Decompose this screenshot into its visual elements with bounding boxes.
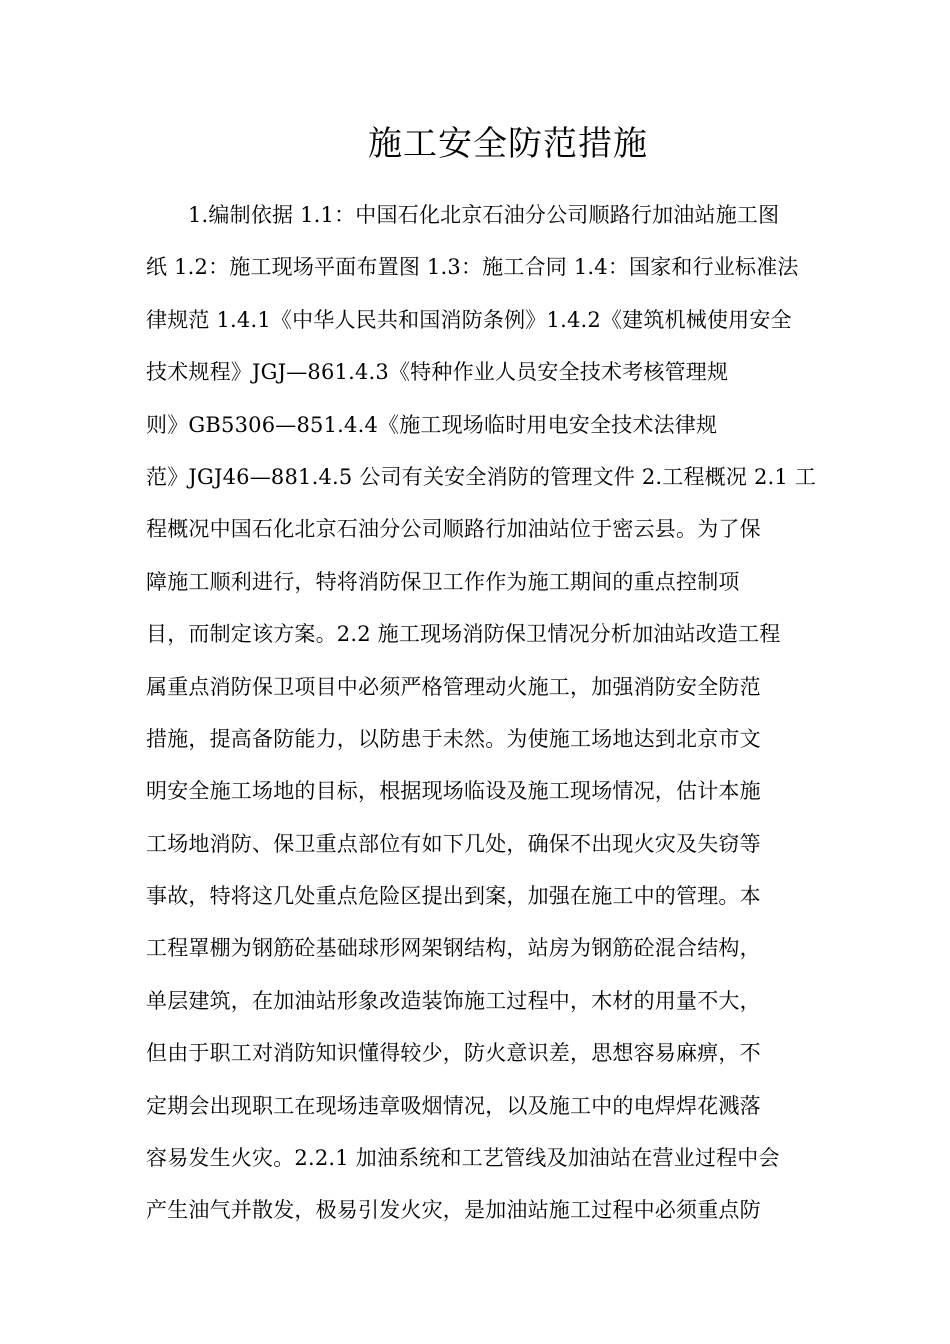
body-line: 律规范 1.4.1《中华人民共和国消防条例》1.4.2《建筑机械使用安全 <box>146 307 792 332</box>
document-body <box>146 189 816 1237</box>
body-line: 目，而制定该方案。2.2 施工现场消防保卫情况分析加油站改造工程 <box>146 622 781 647</box>
body-line: 则》GB5306—851.4.4《施工现场临时用电安全技术法律规 <box>146 412 718 437</box>
body-line: 容易发生火灾。2.2.1 加油系统和工艺管线及加油站在营业过程中会 <box>146 1146 780 1171</box>
document-title: 施工安全防范措施 <box>368 124 648 164</box>
body-line: 单层建筑，在加油站形象改造装饰施工过程中，木材的用量不大， <box>146 988 761 1013</box>
body-line: 纸 1.2：施工现场平面布置图 1.3：施工合同 1.4：国家和行业标准法 <box>146 255 799 280</box>
body-line: 程概况中国石化北京石油分公司顺路行加油站位于密云县。为了保 <box>146 517 761 542</box>
body-line: 定期会出现职工在现场违章吸烟情况，以及施工中的电焊焊花溅落 <box>146 1093 761 1118</box>
body-line: 明安全施工场地的目标，根据现场临设及施工现场情况，估计本施 <box>146 779 761 804</box>
body-line: 但由于职工对消防知识懂得较少，防火意识差，思想容易麻痹，不 <box>146 1041 761 1066</box>
body-line: 范》JGJ46—881.4.5 公司有关安全消防的管理文件 2.工程概况 2.1 工 <box>146 464 817 489</box>
body-line: 产生油气并散发，极易引发火灾，是加油站施工过程中必须重点防 <box>146 1198 761 1223</box>
body-line: 属重点消防保卫项目中必须严格管理动火施工，加强消防安全防范 <box>146 674 761 699</box>
body-line: 技术规程》JGJ—861.4.3《特种作业人员安全技术考核管理规 <box>146 360 729 385</box>
body-line: 事故，特将这几处重点危险区提出到案，加强在施工中的管理。本 <box>146 884 761 909</box>
body-line: 1.编制依据 1.1：中国石化北京石油分公司顺路行加油站施工图 <box>188 203 780 227</box>
body-line: 工程罩棚为钢筋砼基础球形网架钢结构，站房为钢筋砼混合结构， <box>146 936 761 961</box>
body-line: 工场地消防、保卫重点部位有如下几处，确保不出现火灾及失窃等 <box>146 831 761 856</box>
body-line: 措施，提高备防能力，以防患于未然。为使施工场地达到北京市文 <box>146 726 761 751</box>
body-line: 障施工顺利进行，特将消防保卫工作作为施工期间的重点控制项 <box>146 569 740 594</box>
